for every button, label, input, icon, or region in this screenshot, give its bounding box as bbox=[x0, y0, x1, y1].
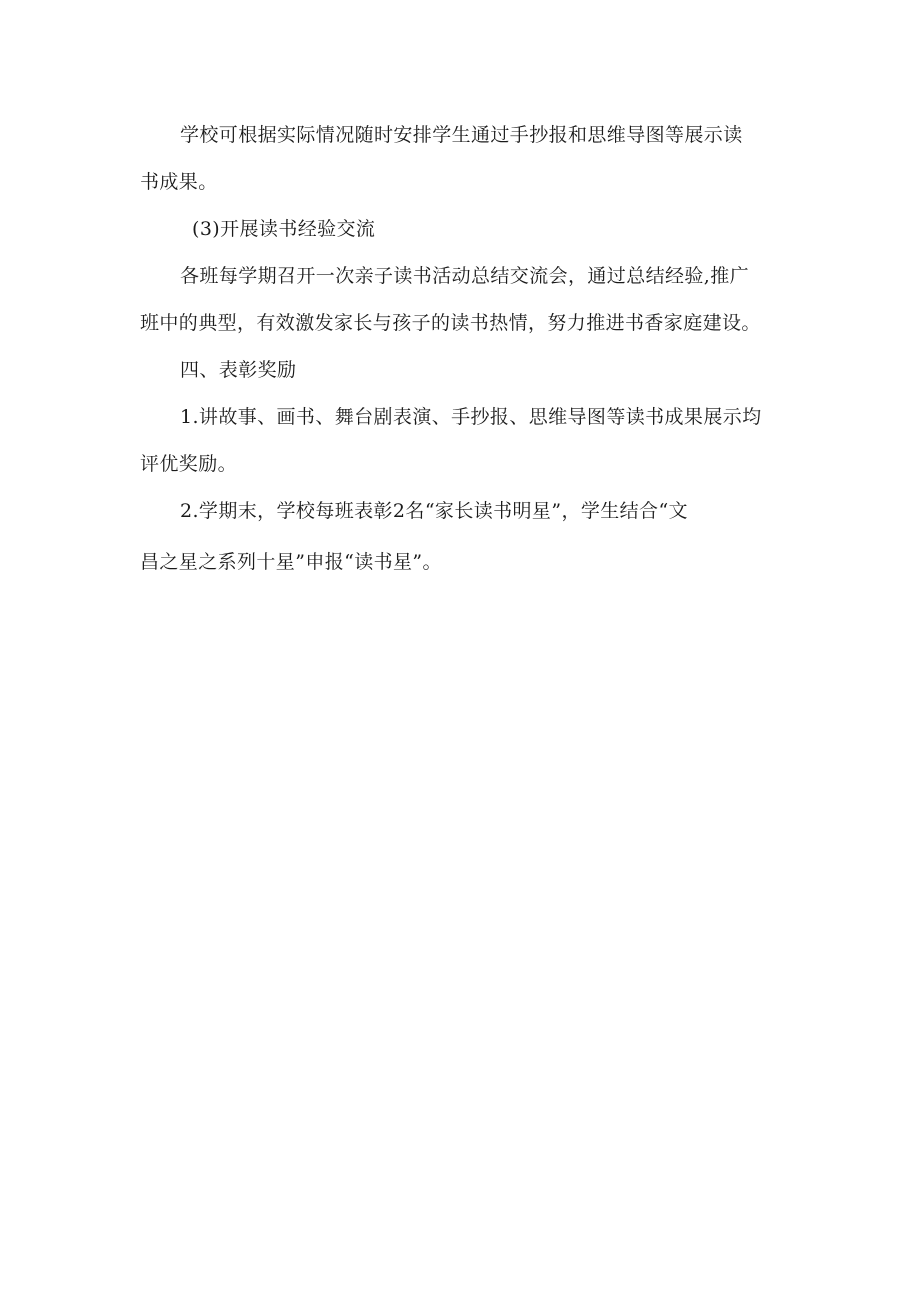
paragraph-reading-results bbox=[140, 112, 790, 206]
text-line: 昌之星之系列十星”申报“读书星”。 bbox=[140, 551, 442, 573]
text-line: 书成果。 bbox=[140, 171, 218, 193]
list-item-1 bbox=[140, 394, 790, 488]
text-line: 1.讲故事、画书、舞台剧表演、手抄报、思维导图等读书成果展示均 bbox=[180, 406, 762, 428]
text-line: 评优奖励。 bbox=[140, 453, 238, 475]
subheading-text: (3)开展读书经验交流 bbox=[192, 218, 376, 240]
text-line: 班中的典型，有效激发家长与孩子的读书热情，努力推进书香家庭建设。 bbox=[140, 312, 761, 334]
subheading-experience-exchange bbox=[140, 206, 790, 253]
paragraph-exchange-meeting bbox=[140, 253, 790, 347]
text-line: 学校可根据实际情况随时安排学生通过手抄报和思维导图等展示读 bbox=[180, 124, 743, 146]
list-item-2 bbox=[140, 488, 790, 586]
text-line: 各班每学期召开一次亲子读书活动总结交流会，通过总结经验,推广 bbox=[180, 265, 750, 287]
section-heading-awards bbox=[140, 347, 790, 394]
text-line: 2.学期末，学校每班表彰2名“家长读书明星”，学生结合“文 bbox=[180, 500, 688, 522]
document-body bbox=[140, 112, 790, 586]
section-heading-text: 四、表彰奖励 bbox=[180, 359, 297, 381]
